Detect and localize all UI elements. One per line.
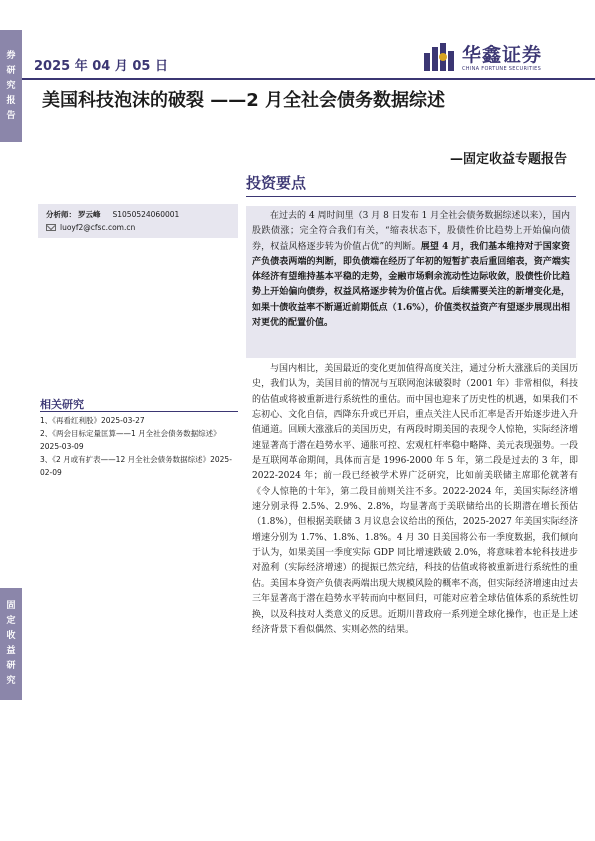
- summary-header: 投资要点: [246, 174, 307, 192]
- summary-text-bold: 展望 4 月，我们基本维持对于国家资产负债表两端的判断，即负债端在经历了年初的短暂扩表后重回缩表，资产端实体经济有望维持基本平稳的走势，金融市场剩余流动性边际收敛，股债性价比趋势上开始偏向债券，权益风格逐步转为价值占优。后续需要关注的新增变化是，如果十债收益率不断逼近前期低点（1.6%），价值类权益资产有望逐步展现出相对更优的配置价值。: [252, 241, 570, 329]
- sidebar-char: 定: [6, 616, 16, 626]
- related-item[interactable]: 3、《2 月或有扩表——12 月全社会债务数据综述》2025-02-09: [40, 455, 232, 477]
- sidebar-char: 研: [6, 661, 16, 671]
- related-header: 相关研究: [40, 398, 84, 411]
- sidebar-char: 报: [6, 95, 16, 106]
- sidebar-char: 究: [6, 676, 16, 686]
- mail-icon: [46, 224, 56, 231]
- analyst-email[interactable]: luoyf2@cfsc.com.cn: [60, 223, 136, 232]
- analyst-row: [46, 208, 230, 221]
- report-date: 2025 年 04 月 05 日: [34, 59, 168, 74]
- logo-text-en: CHINA FORTUNE SECURITIES: [462, 66, 542, 72]
- related-list: [40, 414, 238, 479]
- sidebar-char: 益: [6, 646, 16, 656]
- sidebar-label-top: [0, 30, 22, 142]
- analyst-name: 罗云峰: [78, 210, 101, 219]
- sidebar-char: 券: [6, 50, 16, 61]
- logo-mark-icon: [424, 43, 454, 71]
- summary-text-normal: 在过去的 4 周时间里（3 月 8 日发布 1 月全社会债务数据综述以来），国内股跌债涨；完全符合我们有关，“缩表状态下，股债性价比趋势上开始偏向债券，权益风格逐步转为价值占优”的判断。: [252, 211, 570, 252]
- company-logo: [424, 40, 574, 76]
- analyst-label: 分析师：: [46, 210, 76, 219]
- sidebar-char: 收: [6, 631, 16, 641]
- sidebar-label-bottom: [0, 588, 22, 700]
- sidebar-char: 告: [6, 110, 16, 121]
- sidebar-char: 固: [6, 601, 16, 611]
- sidebar-char: 究: [6, 80, 16, 91]
- sidebar-strip-bottom: [0, 588, 22, 700]
- sidebar-char: 研: [6, 65, 16, 76]
- analyst-cert: S1050524060001: [112, 210, 180, 219]
- report-title: 美国科技泡沫的破裂 ——2 月全社会债务数据综述: [42, 90, 446, 111]
- report-subtitle: —固定收益专题报告: [449, 152, 567, 167]
- analyst-email-row: [46, 221, 230, 234]
- related-item[interactable]: 1、《再看红利股》2025-03-27: [40, 416, 145, 425]
- related-header-rule: [40, 411, 238, 412]
- summary-box: [246, 206, 576, 358]
- summary-header-rule: [246, 196, 576, 197]
- body-paragraph: 与国内相比，美国最近的变化更加值得高度关注，通过分析大涨涨后的美国历史，我们认为，美国目前的情况与互联网泡沫破裂时（2001 年）非常相似，科技的估值或将被重新进行系统性的重估。而中国也迎来了历史性的机遇，如果我们不忘初心、文化自信，西降东升或已开启，重点关注人民币汇率是否开始逐步进入升值通道。回顾大涨涨后的美国历史，有两段时期美国的表现令人惊艳，实际经济增速显著高于潜在趋势水平、通胀可控、宏观杠杆率稳中略降、美元表现强势。一段是互联网革命期间，具体而言是 1996-2000 年 5 年，第二段是过去的 3 年，即 2022-2024 年；前一段已经被学术界广泛研究，比如前美联储主席耶伦就著有《令人惊艳的十年》，第二段目前则关注不多。2022-2024 年，美国实际经济增速分别录得 2.5%、2.9%、2.8%，均显著高于美联储给出的长期潜在增长预估（1.8%），但根据美联储 3 月议息会议给出的预估，2025-2027 年美国实际经济增速分别为 1.7%、1.8%、1.8%。4 月 30 日美国将公布一季度数据，我们倾向于认为，如果美国一季度实际 GDP 同比增速跌破 2.0%，将意味着本轮科技进步对盈利（实际经济增速）的提振已然完结，科技的估值或将被重新进行系统性的重估。美国本身资产负债表两端出现大规模风险的概率不高，但实际经济增速由过去三年显著高于潜在趋势水平转而向中枢回归，可能对应着全球估值体系的系统性切换，以及科技对人类意义的反思。近期川普政府一系列逆全球化操作，也正是上述经济背景下看似偶然、实则必然的结果。: [252, 364, 578, 635]
- header-divider: [22, 78, 595, 80]
- logo-text-cn: 华鑫证券: [462, 44, 543, 66]
- sidebar-strip-top: [0, 30, 22, 142]
- summary-paragraph: [252, 209, 570, 331]
- related-item[interactable]: 2、《两会目标定量匡算——1 月全社会债务数据综述》2025-03-09: [40, 429, 221, 451]
- analyst-box: [38, 204, 238, 238]
